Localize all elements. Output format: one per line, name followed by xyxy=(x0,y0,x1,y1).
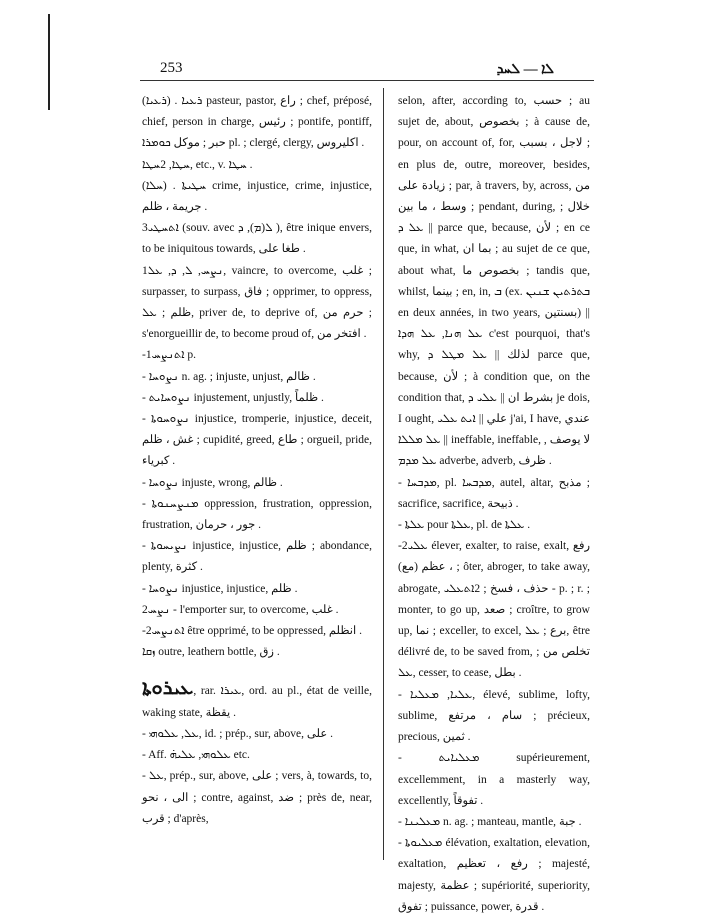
dictionary-entry: - ܢܨܘܚܐܝܬ injustement, unjustly, ظلماً . xyxy=(142,391,324,404)
dictionary-entry: - ܡܥܠܝܐܝܬ supérieurement, excellemment, in a masterly way, excellently, تفوقاً . xyxy=(398,752,590,807)
page-edge-line xyxy=(48,14,50,110)
dictionary-entry: - ܢܨܘܚܐ n. ag. ; injuste, unjust, ظالم . xyxy=(142,370,316,383)
dictionary-entry: - ܢܨܝܚܘܬܐ injustice, injustice, ظلم ; abondance, plenty, كثرة . xyxy=(142,540,372,574)
dictionary-entry: ܙܩܐ outre, leathern bottle, زق . xyxy=(142,646,280,659)
dictionary-entry: (ܪܥܝܐ) . ܪܥܝܐ pasteur, pastor, راع ; chef, préposé, chief, person in charge, رئيس ; pontife, pontiff, حبر ; موكل ܟܘܡܪܐ pl. ; clergé, clergy, اكليروس . xyxy=(142,95,372,150)
dictionary-entry: - ܡܥܠܝܢܐ n. ag. ; manteau, mantle, جبة . xyxy=(398,815,582,828)
dictionary-entry: -2ܥܠܝ élever, exalter, to raise, exalt, رفع ، عظم (مع) ; ôter, abroger, to take away, abrogate, حذف ، فسخ ; 2ܐܬܥܠܝ - p. ; r. ; monter, to go up, صعد ; croître, to grow up, نما ; exceller, to excel, برع ; ܥܠ, être délivré de, to be saved from, تخلص من ; ܥܠ, cesser, to cease, بطل . xyxy=(398,540,591,680)
main-headword: ܥܝܪܘܬܐ xyxy=(142,677,194,700)
main-entry-text: , rar. ܥܝܪܐ, ord. au pl., état de veille, waking state, يقظة . xyxy=(142,685,372,719)
dictionary-entry: - ܥܠ, ܥܠܘܗܝ, id. ; prép., sur, above, على . xyxy=(142,727,333,740)
dictionary-entry: 3ܐܬܚܛܝ (souv. avec ܠ(ܡ), ܕ ), être inique envers, to be iniquitous towards, طغا على . xyxy=(142,222,372,256)
dictionary-entry: ܚܛܐ, 2ܚܛܐ, etc., v. ܚܛܐ . xyxy=(142,158,253,171)
dictionary-entry: - Aff. ܥܠܘܗܝ, ܥܠܝܗ̇ etc. xyxy=(142,749,250,762)
dictionary-entry: 2ܢܨܚ - l'emporter sur, to overcome, غلب . xyxy=(142,603,339,616)
dictionary-entry-main xyxy=(142,676,372,723)
dictionary-entry: - ܡܕܒܚܐ, pl. ܡܕܒܚܐ, autel, altar, مذبح ; sacrifice, sacrifice, ذبيحة . xyxy=(398,476,590,510)
dictionary-entry: -1ܐܬܢܨܚ p. xyxy=(142,349,197,362)
dictionary-entry: - ܡܥܠܝܘܬܐ élévation, exaltation, elevation, exaltation, رفع ، تعظيم ; majesté, majesty, عظمة ; supériorité, superiority, تفوق ; puissance, power, قدرة . xyxy=(398,837,590,913)
page-number: 253 xyxy=(160,60,183,76)
dictionary-entry: selon, after, according to, حسب ; au sujet de, about, بخصوص ; à cause de, pour, on account of, for, لاجل ، بسبب ; en plus de, outre, moreover, besides, زيادة على ; par, à travers, by, across, من وسط ، ما بين ; pendant, during, خلال ; ܥܠ ܕ || parce que, because, لأن ; en ce que, in what, بما ان ; au sujet de ce que, about what, بخصوص ما ; tandis que, whilst, بينما ; en, in, ܒ (ex. ܒܬܪܬܝܢ ܫܢܝܢ en deux années, in two years, بسنتين) || ܥܠ ܗܢܐ, ܥܠ ܗܕܐ c'est pourquoi, that's why, لذلك || ܥܠ ܡܛܠ ܕ parce que, because, لأن ; à condition que, on the condition that, بشرط ان || ܥܠܝ ܕ je dois, I ought, علي || ܐܝܬ ܥܠܝ j'ai, I have, عندي || ܥܠ ܡܠܠܐ ineffable, ineffable, لا يوصف , ܥܠ ܡܕܡ adverbe, adverb, ظرف . xyxy=(398,95,591,468)
dictionary-entry: - ܥܠܬܐ pour ܥܠܬܐ, pl. de ܥܠܬܐ . xyxy=(398,519,531,532)
left-column xyxy=(142,91,372,830)
dictionary-entry: - ܢܨܘܚܐ injustice, injustice, ظلم . xyxy=(142,582,298,595)
dictionary-entry: -2ܐܬܢܨܚ être opprimé, to be oppressed, انظلم . xyxy=(142,625,362,638)
dictionary-entry: (ܚܠܐ) . ܚܛܝܬܐ crime, injustice, crime, injustice, جريمة ، ظلم . xyxy=(142,179,372,214)
right-column xyxy=(398,91,590,918)
dictionary-entry: - ܥܠ, prép., sur, above, على ; vers, à, towards, to, الى ، نحو ; contre, against, ضد ; près de, near, قرب ; d'après, xyxy=(142,770,372,825)
dictionary-entry: - ܢܨܘܚܘܬܐ injustice, tromperie, injustice, deceit, غش ، ظلم ; cupidité, greed, طاع ; orgueil, pride, كبرياء . xyxy=(142,413,372,468)
dictionary-entry: - ܡܢܨܚܢܘܬܐ oppression, frustration, oppression, frustration, جور ، حرمان . xyxy=(142,497,372,532)
header-rule xyxy=(140,80,594,81)
dictionary-entry: 1ܢܨܚ, ܠ, ܕ, ܥܠ, vaincre, to overcome, غلب ; surpasser, to surpass, فاق ; opprimer, to oppress, ظلم ; ܥܠ, priver de, to deprive of, حرم من ; s'enorgueillir de, to become proud of, افتخر من . xyxy=(142,264,373,341)
column-separator xyxy=(383,88,384,860)
dictionary-entry: - ܢܨܘܚܐ injuste, wrong, ظالم . xyxy=(142,476,283,489)
running-head: ܠܐ — ܠܚܕ xyxy=(496,62,554,77)
dictionary-entry: - ܥܠܝܐ, ܡܥܠܝܐ, élevé, sublime, lofty, sublime, سام ، مرتفع ; précieux, precious, ثمين . xyxy=(398,688,590,744)
